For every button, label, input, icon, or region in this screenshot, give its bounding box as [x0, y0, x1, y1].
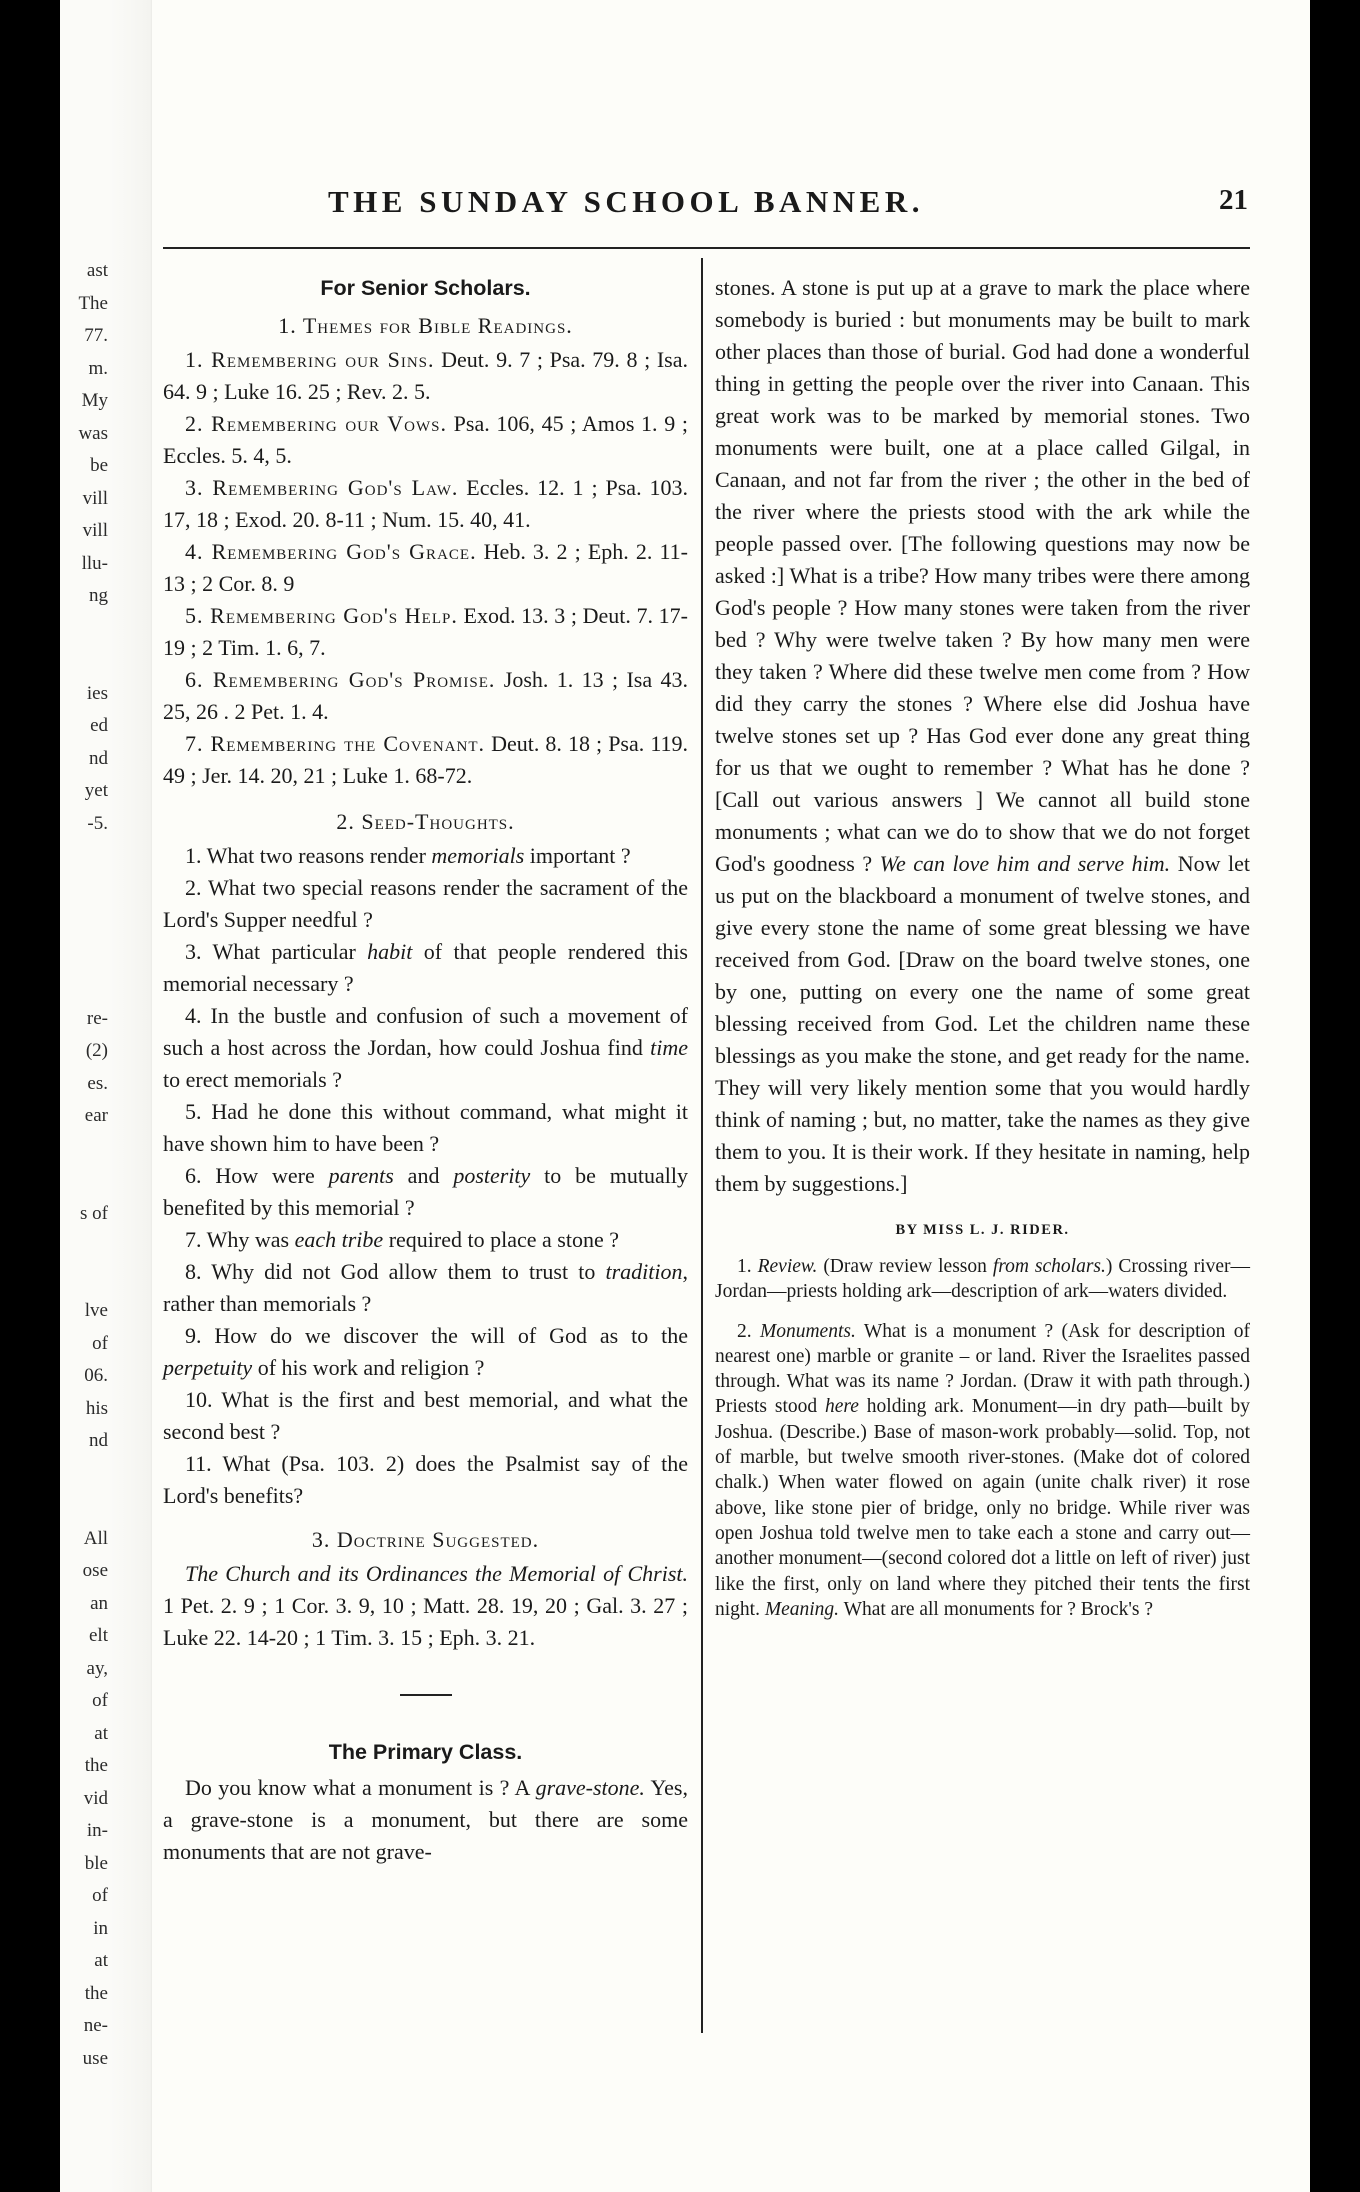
seed-question: 10. What is the first and best memorial, and what the second best ? [163, 1387, 688, 1444]
theme-title: 6. Remembering God's Promise. [185, 667, 496, 692]
theme-refs: Heb. 3. 2 ; Eph. 2. 11-13 ; 2 Cor. 8. 9 [163, 539, 688, 596]
theme-title: 2. Remembering our Vows. [185, 411, 448, 436]
primary-text: Do you know what a monument is ? A grave-stone. Yes, a grave-stone is a monument, but there are some monuments that are not grave- [163, 1775, 688, 1864]
seed-question: 7. Why was each tribe required to place a stone ? [185, 1227, 619, 1252]
running-header [328, 184, 1248, 224]
page-gutter [110, 0, 152, 2192]
theme-item [163, 408, 688, 472]
senior-heading: For Senior Scholars. [320, 276, 531, 300]
theme-item [163, 728, 688, 792]
scan-border [1310, 0, 1360, 2192]
theme-item [163, 472, 688, 536]
theme-item [163, 344, 688, 408]
theme-refs: Josh. 1. 13 ; Isa 43. 25, 26 . 2 Pet. 1. 4. [163, 667, 688, 724]
doctrine-text: The Church and its Ordinances the Memorial of Christ. 1 Pet. 2. 9 ; 1 Cor. 3. 9, 10 ; Matt. 28. 19, 20 ; Gal. 3. 27 ; Luke 22. 14-20 ; 1 Tim. 3. 15 ; Eph. 3. 21. [163, 1561, 688, 1650]
book-page [60, 0, 1310, 2192]
page-number: 21 [1219, 184, 1248, 216]
theme-title: 3. Remembering God's Law. [185, 475, 459, 500]
seed-question: 4. In the bustle and confusion of such a movement of such a host across the Jordan, how could Joshua find time to erect memorials ? [163, 1003, 688, 1092]
seed-question: 6. How were parents and posterity to be mutually benefited by this memorial ? [163, 1163, 688, 1220]
seed-question: 8. Why did not God allow them to trust to tradition, rather than memorials ? [163, 1259, 688, 1316]
right-column [715, 272, 1250, 1622]
theme-refs: Deut. 9. 7 ; Psa. 79. 8 ; Isa. 64. 9 ; Luke 16. 25 ; Rev. 2. 5. [163, 347, 688, 404]
review-paragraph: 1. Review. (Draw review lesson from scholars.) Crossing river—Jordan—priests holding ark—description of ark—waters divided. [715, 1256, 1250, 1303]
primary-continued: stones. A stone is put up at a grave to mark the place where somebody is buried : but monuments may be built to mark other places than those of burial. God had done a wonderful thing in getting the people over the river into Canaan. This great work was to be marked by memorial stones. Two monuments were built, one at a place called Gilgal, in Canaan, and not far from the river ; the other in the bed of the river where the priests stood with the ark while the people passed over. [The following questions may now be asked :] What is a tribe? How many tribes were there among God's people ? How many stones were taken from the river bed ? Why were twelve taken ? By how many men were they taken ? Where did these twelve men come from ? How did they carry the stones ? Where else did Joshua have twelve stones set up ? Has God ever done any great thing for us that we ought to remember ? What has he done ? [Call out various answers ] We cannot all build stone monuments ; what can we do to show that we do not forget God's goodness ? We can love him and serve him. Now let us put on the blackboard a monument of twelve stones, and give every stone the name of some great blessing we have received from God. [Draw on the board twelve stones, one by one, putting on every one the name of some great blessing received from God. Let the children name these blessings as you make the stone, and get ready for the name. They will very likely mention some that you would hardly think of naming ; but, no matter, take the names as they give them to you. It is their work. If they hesitate in naming, help them by suggestions.] [715, 275, 1250, 1196]
theme-refs: Deut. 8. 18 ; Psa. 119. 49 ; Jer. 14. 20, 21 ; Luke 1. 68-72. [163, 731, 689, 788]
section-rule [400, 1694, 452, 1696]
theme-refs: Psa. 106, 45 ; Amos 1. 9 ; Eccles. 5. 4, 5. [163, 411, 689, 468]
themes-heading: 1. Themes for Bible Readings. [278, 313, 573, 338]
seed-question: 5. Had he done this without command, what might it have shown him to have been ? [163, 1099, 688, 1156]
seed-question: 2. What two special reasons render the sacrament of the Lord's Supper needful ? [163, 875, 688, 932]
theme-refs: Eccles. 12. 1 ; Psa. 103. 17, 18 ; Exod. 20. 8-11 ; Num. 15. 40, 41. [163, 475, 688, 532]
theme-refs: Exod. 13. 3 ; Deut. 7. 17-19 ; 2 Tim. 1. 6, 7. [163, 603, 688, 660]
seed-question: 1. What two reasons render memorials important ? [185, 843, 631, 868]
doctrine-heading: 3. Doctrine Suggested. [311, 1527, 540, 1552]
theme-item [163, 600, 688, 664]
seed-question: 11. What (Psa. 103. 2) does the Psalmist say of the Lord's benefits? [163, 1451, 688, 1508]
seed-question: 3. What particular habit of that people rendered this memorial necessary ? [163, 939, 688, 996]
byline: BY MISS L. J. RIDER. [895, 1222, 1070, 1238]
facing-page-edge [60, 0, 110, 2192]
journal-title: THE SUNDAY SCHOOL BANNER. [328, 184, 924, 219]
facing-page-text: ast The 77. m. My was be vill vill llu- ng ies ed nd yet -5. re- (2) es. ear s of lve of 06. his nd All ose an elt ay, of at the vid in- ble of in at the ne- use [78, 260, 108, 2069]
theme-item [163, 536, 688, 600]
column-divider [701, 258, 703, 2033]
primary-heading: The Primary Class. [328, 1740, 523, 1764]
header-rule [163, 247, 1250, 249]
seed-heading: 2. Seed-Thoughts. [336, 809, 515, 834]
left-column [163, 272, 688, 1868]
theme-item [163, 664, 688, 728]
seed-question: 9. How do we discover the will of God as to the perpetuity of his work and religion ? [163, 1323, 688, 1380]
theme-title: 1. Remembering our Sins. [185, 347, 435, 372]
theme-title: 7. Remembering the Covenant. [185, 731, 486, 756]
theme-title: 5. Remembering God's Help. [185, 603, 458, 628]
theme-title: 4. Remembering God's Grace. [185, 539, 477, 564]
monuments-paragraph: 2. Monuments. What is a monument ? (Ask for description of nearest one) marble or granite – or land. River the Israelites passed through. What was its name ? Jordan. (Draw it with path through.) Priests stood here holding ark. Monument—in dry path—built by Joshua. (Describe.) Base of mason-work probably—solid. Top, not of marble, but twelve smooth river-stones. (Make dot of colored chalk.) When water flowed on again (unite chalk river) it rose above, like stone pier of bridge, only no bridge. While river was open Joshua told twelve men to take each a stone and carry out—another monument—(second colored dot a little on left of river) just like the first, only on land where they pitched their tents the first night. Meaning. What are all monuments for ? Brock's ? [715, 1320, 1250, 1620]
